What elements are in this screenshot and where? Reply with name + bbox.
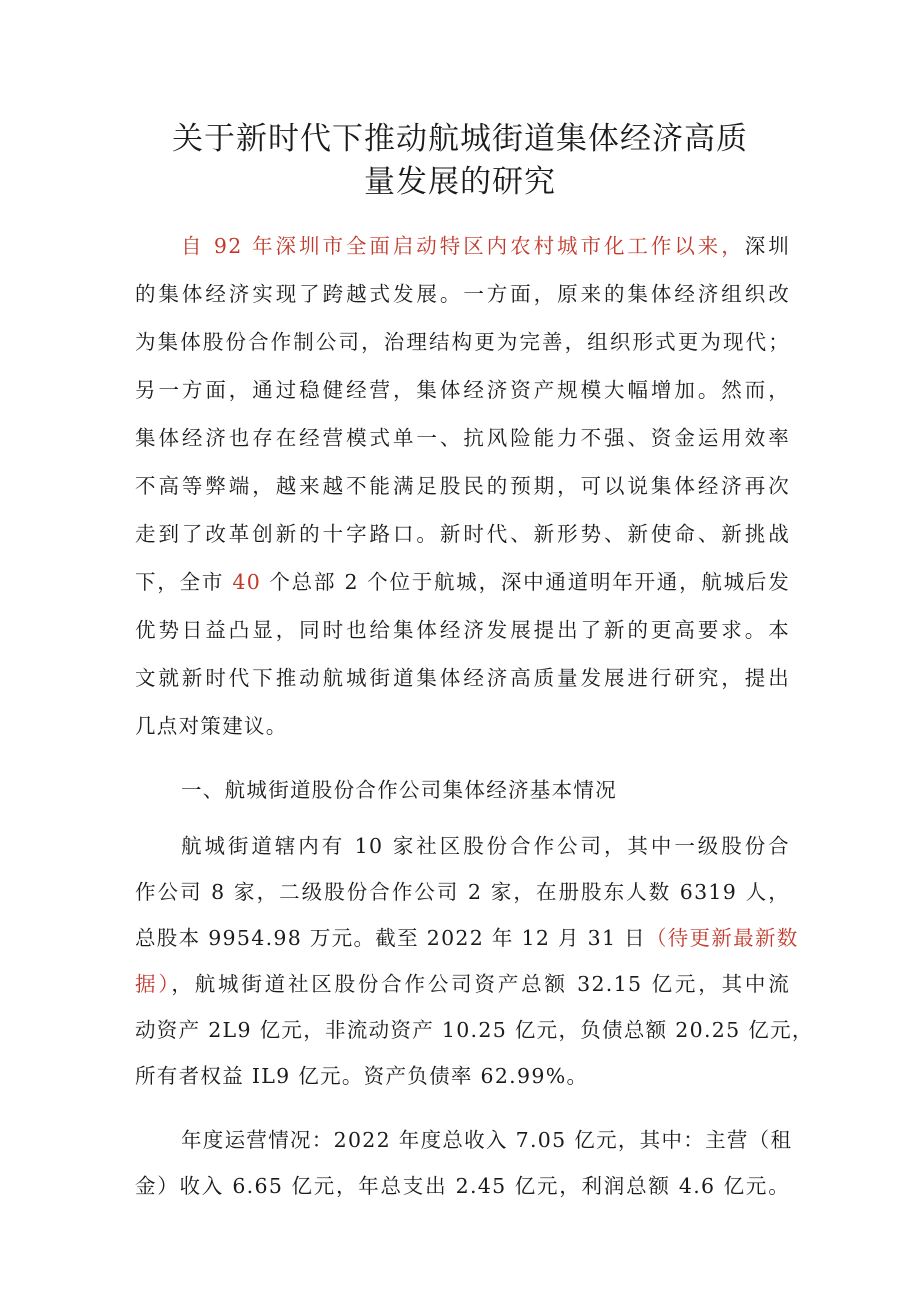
paragraph-text: 个总部 2 个位于航城，深中通道明年开通，航城后发: [261, 570, 790, 594]
paragraph-1-line-1: [181, 232, 790, 260]
paragraph-1-line-8: [135, 568, 790, 596]
paragraph-2-line-1: 航城街道辖内有 10 家社区股份合作公司，其中一级股份合: [181, 834, 790, 858]
paragraph-1-line-3: 为集体股份合作制公司，治理结构更为完善，组织形式更为现代；: [135, 330, 790, 354]
document-title-line-1: 关于新时代下推动航城街道集体经济高质: [172, 121, 748, 157]
highlighted-text: （待更新最新数: [645, 926, 799, 950]
paragraph-text: 总股本 9954.98 万元。截至 2022 年 12 月 31 日: [135, 926, 646, 950]
paragraph-1-line-9: 优势日益凸显，同时也给集体经济发展提出了新的更高要求。本: [135, 618, 790, 642]
paragraph-3-line-1: 年度运营情况：2022 年度总收入 7.05 亿元，其中：主营（租: [181, 1128, 793, 1152]
paragraph-1-line-6: 不高等弊端，越来越不能满足股民的预期，可以说集体经济再次: [135, 474, 790, 498]
paragraph-1-line-4: 另一方面，通过稳健经营，集体经济资产规模大幅增加。然而，: [135, 378, 790, 402]
paragraph-1-line-5: 集体经济也存在经营模式单一、抗风险能力不强、资金运用效率: [135, 426, 790, 450]
section-heading-1: 一、航城街道股份合作公司集体经济基本情况: [181, 778, 617, 802]
paragraph-2-line-2: 作公司 8 家，二级股份合作公司 2 家，在册股东人数 6319 人，: [135, 880, 790, 904]
paragraph-1-line-7: 走到了改革创新的十字路口。新时代、新形势、新使命、新挑战: [135, 522, 790, 546]
highlighted-number: 40: [232, 570, 262, 594]
paragraph-1-line-2: 的集体经济实现了跨越式发展。一方面，原来的集体经济组织改: [135, 282, 790, 306]
paragraph-text: 下，全市: [135, 570, 233, 594]
paragraph-text: ，航城街道社区股份合作公司资产总额 32.15 亿元，其中流: [171, 972, 790, 996]
paragraph-1-line-10: 文就新时代下推动航城街道集体经济高质量发展进行研究，提出: [135, 666, 790, 690]
paragraph-2-line-5: 动资产 2L9 亿元，非流动资产 10.25 亿元，负债总额 20.25 亿元，: [135, 1018, 814, 1042]
paragraph-1-line-11: 几点对策建议。: [135, 714, 288, 738]
highlighted-text: 自 92 年深圳市全面启动特区内农村城市化工作以来，: [181, 234, 745, 258]
paragraph-3-line-2: 金）收入 6.65 亿元，年总支出 2.45 亿元，利润总额 4.6 亿元。: [135, 1174, 790, 1198]
paragraph-text: 深圳: [744, 234, 790, 258]
highlighted-text: 据）: [135, 972, 172, 996]
paragraph-2-line-6: 所有者权益 IL9 亿元。资产负债率 62.99%。: [135, 1064, 589, 1088]
document-title-line-2: 量发展的研究: [364, 164, 556, 200]
paragraph-2-line-3: [135, 924, 799, 952]
paragraph-2-line-4: [135, 970, 790, 998]
